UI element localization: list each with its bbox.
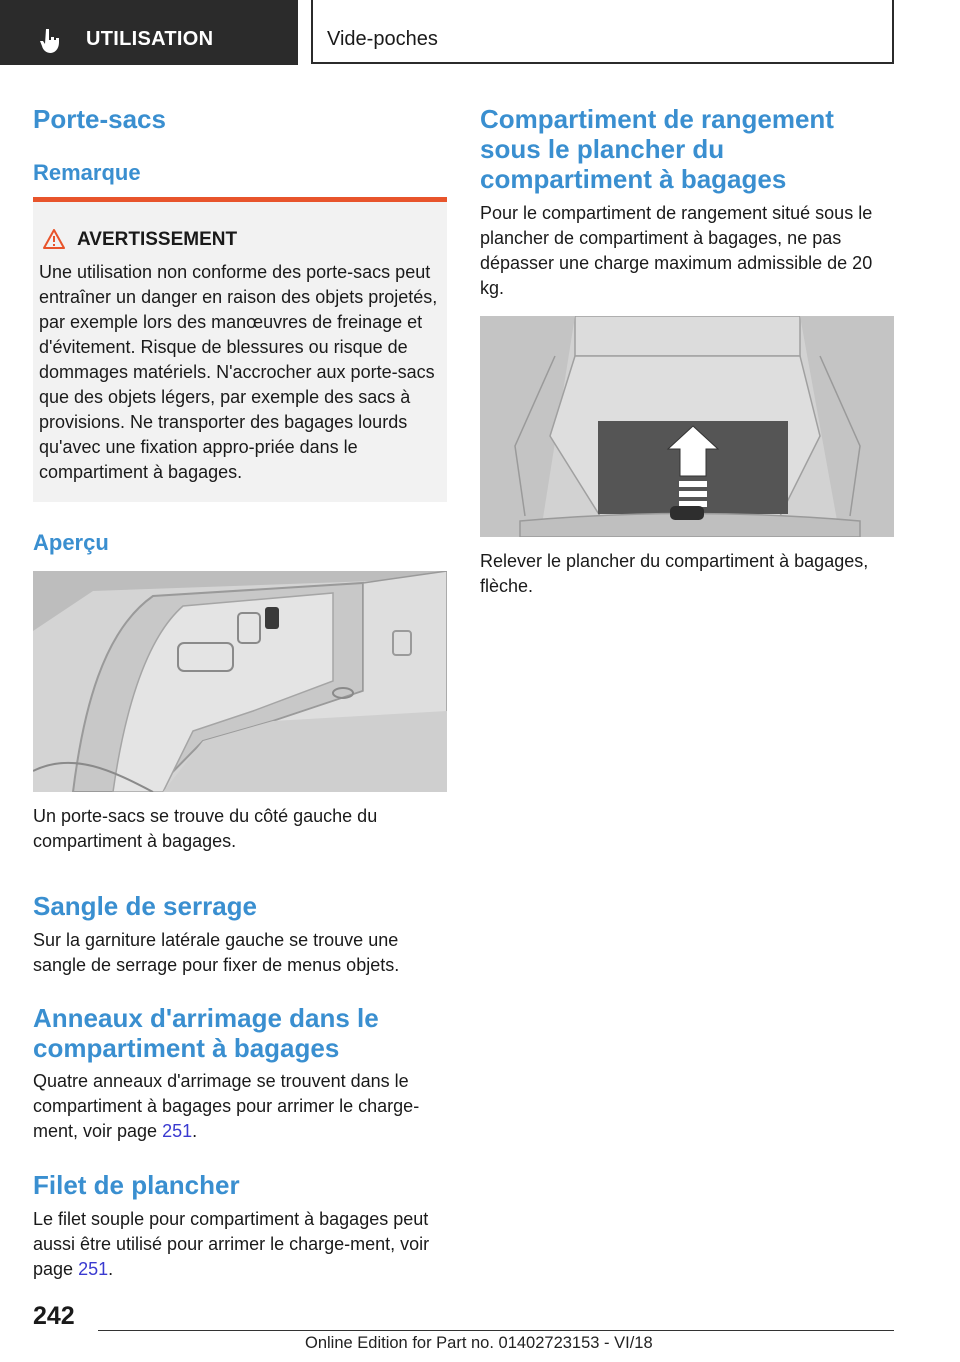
anneaux-text: Quatre anneaux d'arrimage se trouvent dans le compartiment à bagages pour arrimer le charge‐ment, voir page [33, 1071, 420, 1141]
filet-text: Le filet souple pour compartiment à bagages peut aussi être utilisé pour arrimer le charge‐ment, voir page [33, 1209, 430, 1279]
pointing-hand-icon [40, 28, 62, 54]
header-section-tab [0, 0, 298, 65]
filet-paragraph: Le filet souple pour compartiment à bagages peut aussi être utilisé pour arrimer le charge‐ment, voir page 251. [33, 1209, 430, 1279]
anneaux-paragraph: Quatre anneaux d'arrimage se trouvent dans le compartiment à bagages pour arrimer le charge‐ment, voir page 251. [33, 1071, 420, 1141]
heading-sangle: Sangle de serrage [33, 891, 257, 921]
trunk-side-image [33, 571, 447, 792]
heading-filet: Filet de plancher [33, 1170, 240, 1200]
footer-edition: Online Edition for Part no. 01402723153 - VI/18 [305, 1334, 653, 1352]
topic-title: Vide-poches [327, 28, 438, 50]
apercu-caption: Un porte-sacs se trouve du côté gauche du compartiment à bagages. [33, 806, 378, 851]
anneaux-page-link[interactable]: 251 [162, 1121, 193, 1141]
warning-box [33, 197, 447, 502]
warning-text: Une utilisation non conforme des porte-sacs peut entraîner un danger en raison des objets projetés, par exemple lors des manœuvres de freinage et d'évitement. Risque de blessures ou risque de dommages matériels. N'accrocher aux porte-sacs que des objets légers, par exemple des sacs à provisions. Ne transporter des bagages lourds qu'avec une fixation appro‐priée dans le compartiment à bagages. [39, 262, 438, 482]
heading-porte-sacs: Porte-sacs [33, 104, 166, 134]
subheading-apercu: Aperçu [33, 530, 109, 555]
compartiment-caption: Relever le plancher du compartiment à bagages, flèche. [480, 551, 869, 596]
warning-title: AVERTISSEMENT [77, 229, 238, 250]
subheading-remarque: Remarque [33, 160, 141, 185]
heading-compartiment: Compartiment de rangement sous le plancher du compartiment à bagages [480, 104, 834, 194]
heading-anneaux: Anneaux d'arrimage dans le compartiment à bagages [33, 1003, 379, 1063]
section-title: UTILISATION [86, 28, 214, 50]
compartiment-intro: Pour le compartiment de rangement situé sous le plancher de compartiment à bagages, ne pas dépasser une charge maximum admissible de 20 kg. [480, 203, 873, 298]
page-number: 242 [33, 1302, 75, 1330]
trunk-floor-image [480, 316, 894, 537]
filet-page-link[interactable]: 251 [78, 1259, 109, 1279]
header-topic-box [311, 0, 894, 64]
sangle-text: Sur la garniture latérale gauche se trouve une sangle de serrage pour fixer de menus objets. [33, 930, 400, 975]
warning-triangle-icon [43, 229, 65, 249]
footer-divider [98, 1330, 894, 1331]
